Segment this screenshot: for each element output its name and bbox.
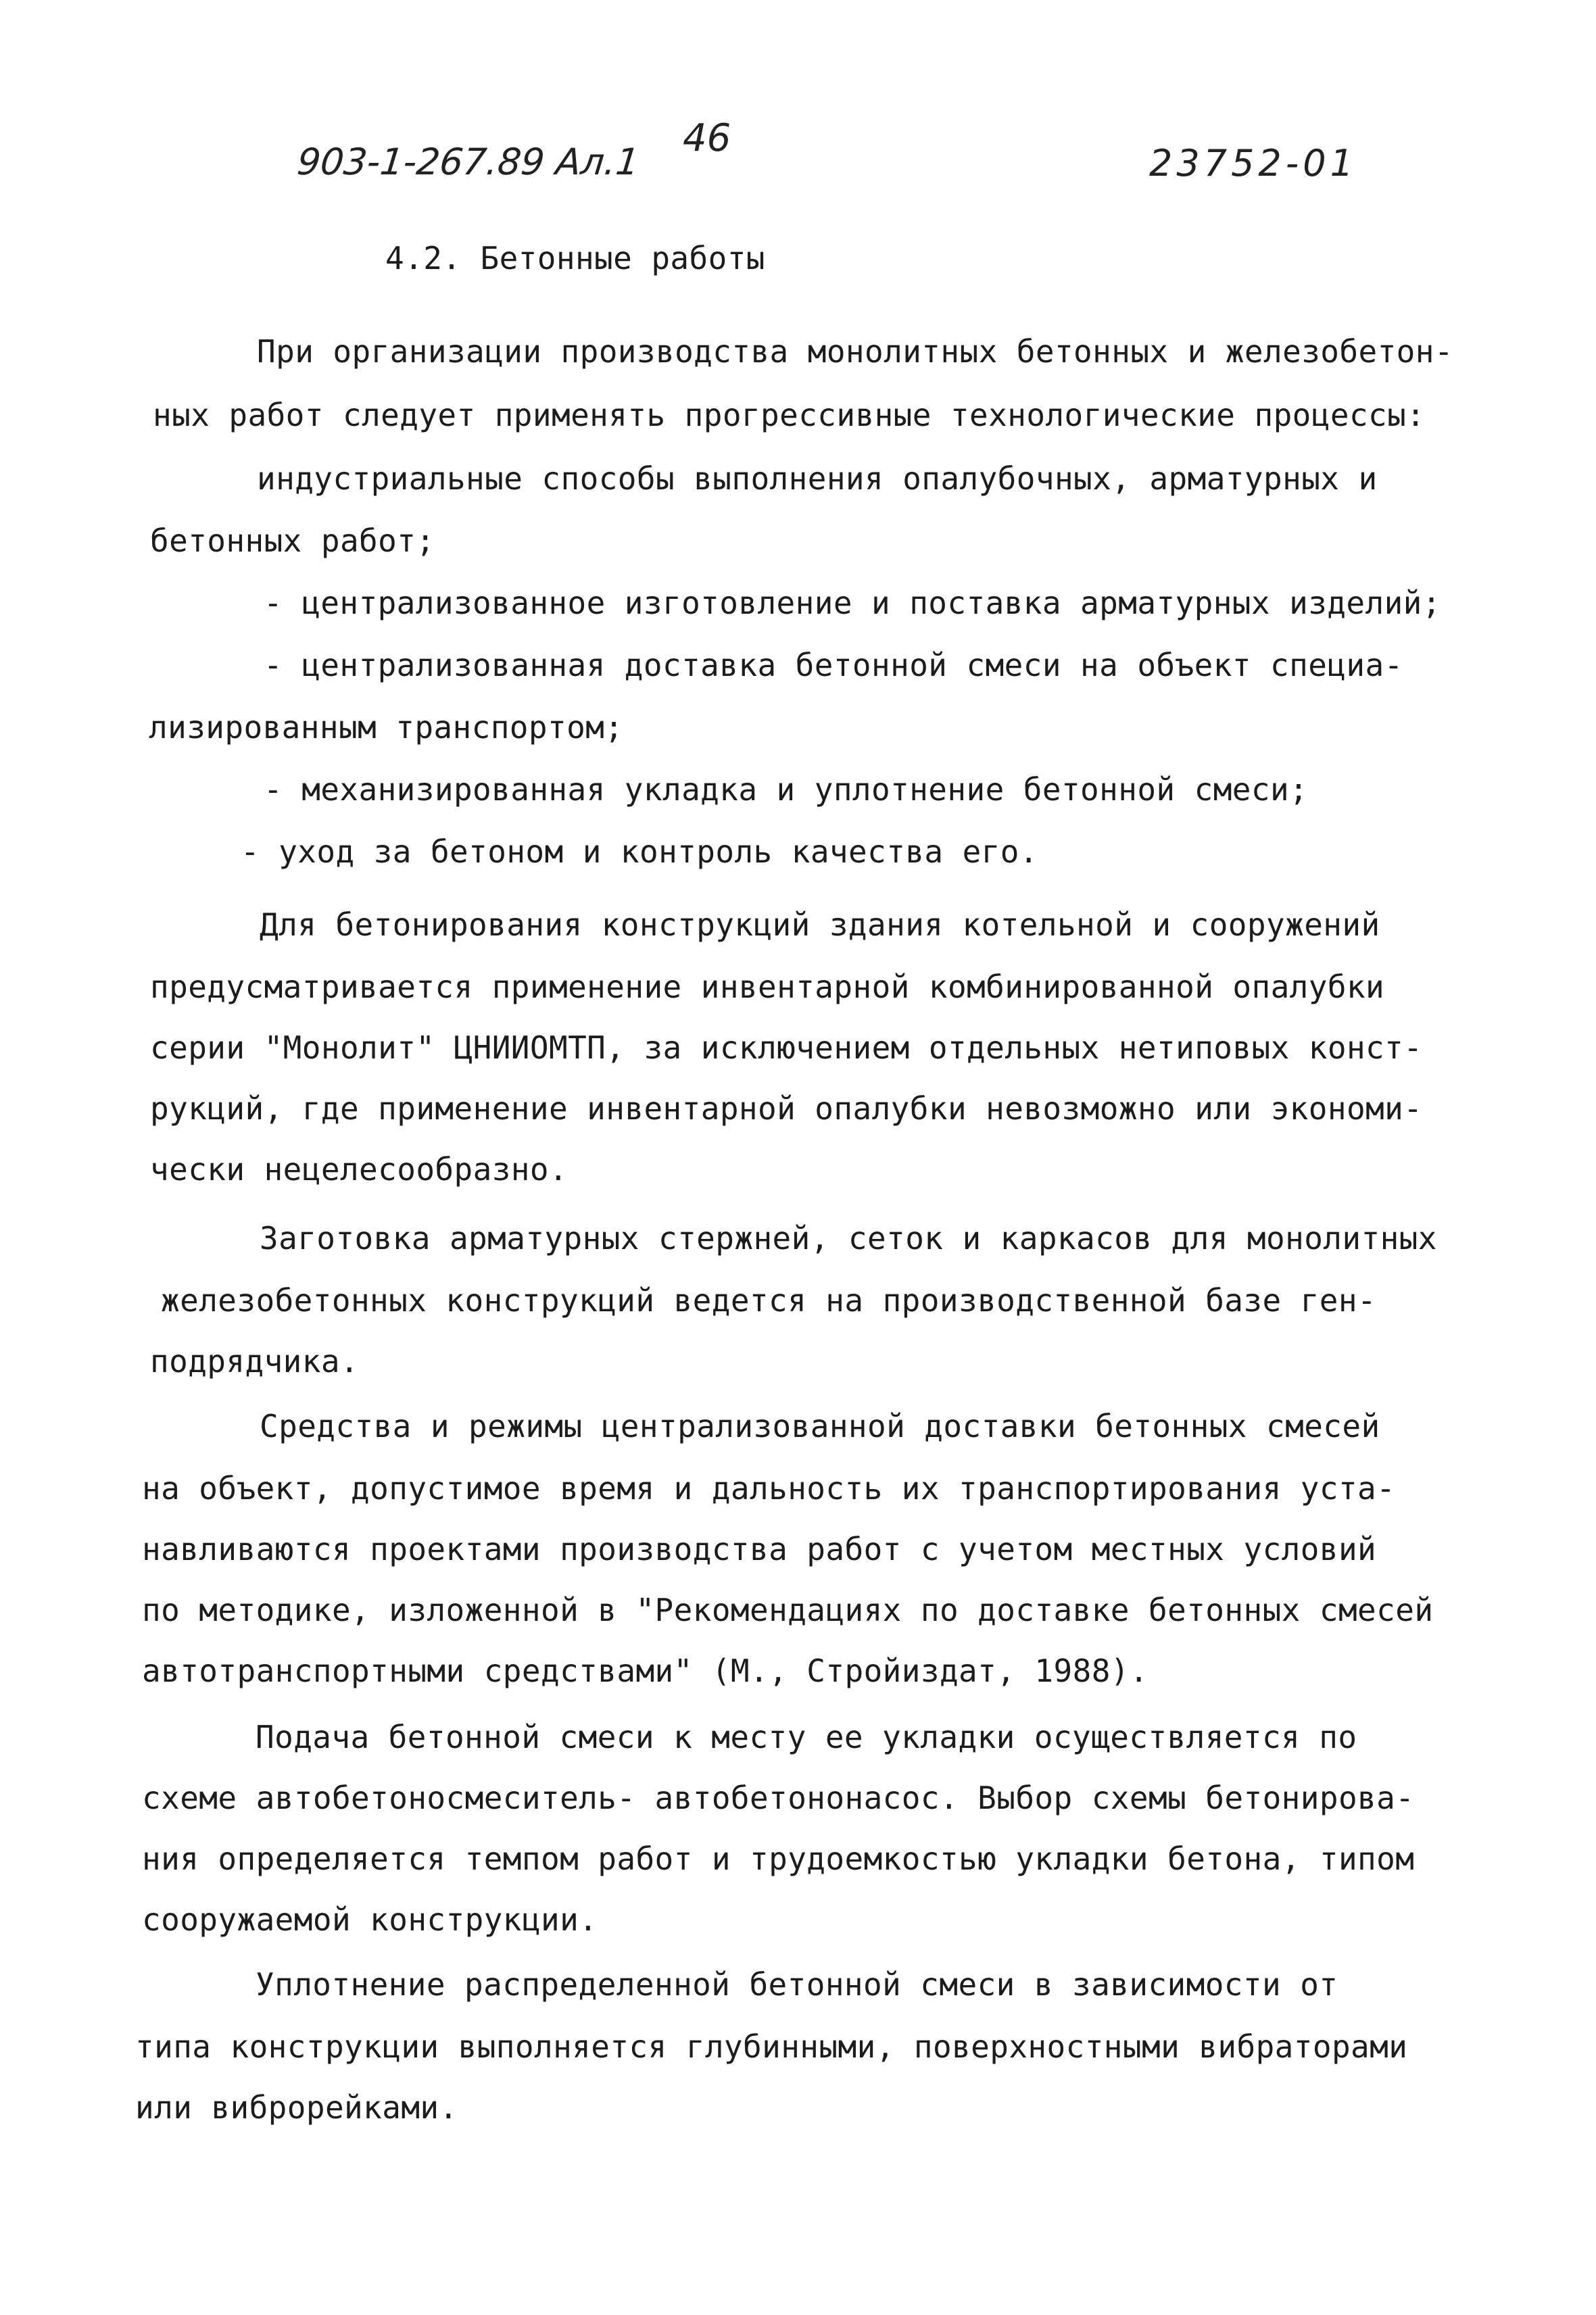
list-item: - централизованная доставка бетонной смеси на объект специа- <box>264 647 1403 683</box>
text-line: бетонных работ; <box>150 522 435 559</box>
archive-number: 23752-01 <box>1149 142 1357 185</box>
text-line: При организации производства монолитных бетонных и железобетон- <box>257 333 1453 370</box>
text-line: Средства и режимы централизованной доставки бетонных смесей <box>260 1408 1380 1444</box>
list-item: - уход за бетоном и контроль качества его. <box>241 833 1038 870</box>
text-line: или виброрейками. <box>135 2089 458 2126</box>
text-line: ных работ следует применять прогрессивные технологические процессы: <box>153 397 1426 433</box>
text-line: чески нецелесообразно. <box>150 1151 569 1188</box>
text-line: Уплотнение распределенной бетонной смеси в зависимости от <box>256 1966 1338 2003</box>
section-title: 4.2. Бетонные работы <box>385 240 765 276</box>
text-line: Подача бетонной смеси к месту ее укладки осуществляется по <box>256 1719 1357 1755</box>
text-line: индустриальные способы выполнения опалубочных, арматурных и <box>257 460 1378 497</box>
text-line: рукций, где применение инвентарной опалубки невозможно или экономи- <box>150 1090 1423 1127</box>
text-line: железобетонных конструкций ведется на производственной базе ген- <box>161 1282 1377 1319</box>
list-item: - централизованное изготовление и поставка арматурных изделий; <box>264 585 1441 621</box>
text-line: Для бетонирования конструкций здания котельной и сооружений <box>260 906 1380 943</box>
text-line: лизированным транспортом; <box>149 709 624 746</box>
doc-code: 903-1-267.89 Ал.1 <box>295 141 642 183</box>
text-line: навливаются проектами производства работ с учетом местных условий <box>142 1531 1377 1567</box>
text-line: предусматривается применение инвентарной комбинированной опалубки <box>150 969 1385 1005</box>
text-line: Заготовка арматурных стержней, сеток и каркасов для монолитных <box>260 1220 1437 1257</box>
text-line: по методике, изложенной в "Рекомендациях по доставке бетонных смесей <box>142 1592 1434 1628</box>
page-number: 46 <box>683 116 731 160</box>
text-line: серии "Монолит" ЦНИИОМТП, за исключением отдельных нетиповых конст- <box>150 1029 1423 1066</box>
text-line: схеме автобетоносмеситель- автобетононасос. Выбор схемы бетонирова- <box>142 1780 1415 1816</box>
text-line: ния определяется темпом работ и трудоемкостью укладки бетона, типом <box>142 1841 1415 1877</box>
list-item: - механизированная укладка и уплотнение бетонной смеси; <box>264 771 1309 808</box>
text-line: автотранспортными средствами" (М., Стройиздат, 1988). <box>142 1653 1148 1689</box>
text-line: типа конструкции выполняется глубинными, поверхностными вибраторами <box>135 2028 1408 2065</box>
text-line: сооружаемой конструкции. <box>142 1901 598 1938</box>
text-line: подрядчика. <box>150 1343 360 1380</box>
text-line: на объект, допустимое время и дальность их транспортирования уста- <box>142 1470 1396 1507</box>
